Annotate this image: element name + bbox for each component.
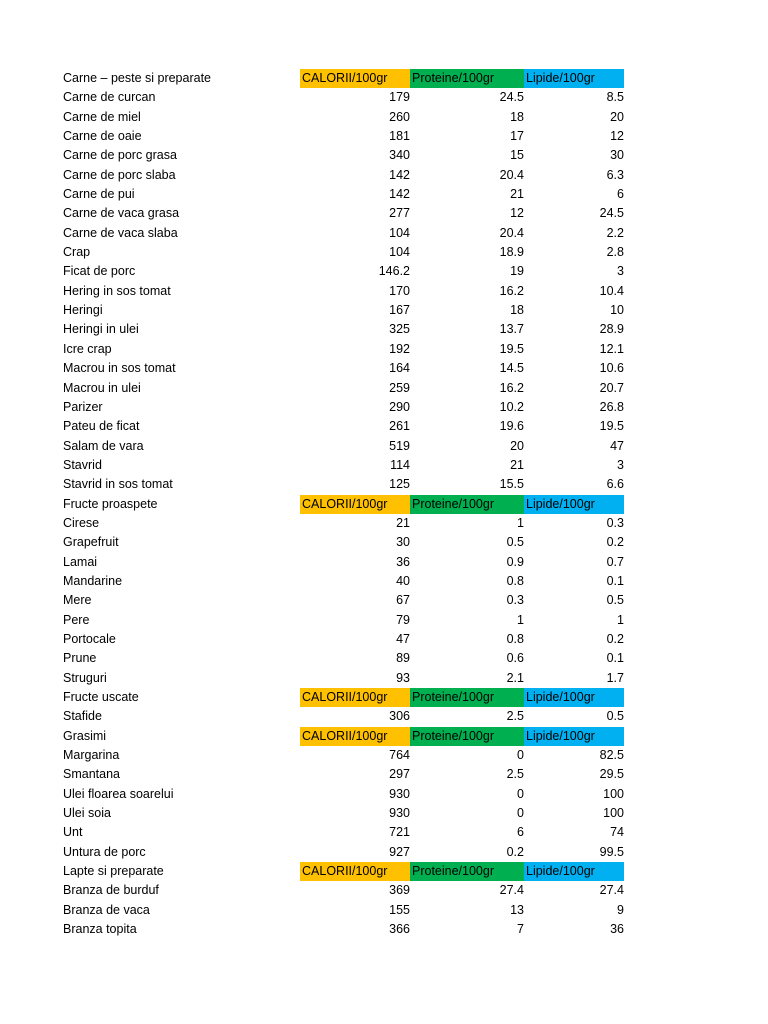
table-row xyxy=(63,591,624,610)
lipide-value: 30 xyxy=(610,148,624,163)
table-row xyxy=(63,398,624,417)
food-name: Carne de porc grasa xyxy=(63,148,177,163)
lipide-value: 28.9 xyxy=(599,322,624,337)
food-name: Cirese xyxy=(63,515,100,530)
food-name: Portocale xyxy=(63,631,116,646)
table-row xyxy=(63,379,624,398)
lipide-value: 12 xyxy=(610,129,624,144)
lipide-value: 99.5 xyxy=(599,844,624,859)
calorii-value: 21 xyxy=(396,515,410,530)
calorii-value: 142 xyxy=(389,187,410,202)
food-name: Stafide xyxy=(63,709,102,724)
lipide-value: 1 xyxy=(617,612,624,627)
lipide-value: 29.5 xyxy=(599,767,624,782)
calorii-value: 259 xyxy=(389,380,410,395)
calorii-value: 30 xyxy=(396,535,410,550)
proteine-value: 2.5 xyxy=(506,767,524,782)
calorii-value: 89 xyxy=(396,651,410,666)
lipide-value: 6.3 xyxy=(606,167,624,182)
proteine-header: Proteine/100gr xyxy=(410,495,524,514)
table-row xyxy=(63,765,624,784)
lipide-value: 27.4 xyxy=(599,883,624,898)
proteine-value: 0 xyxy=(517,806,524,821)
proteine-header: Proteine/100gr xyxy=(410,688,524,707)
nutrition-table xyxy=(63,69,624,939)
proteine-header: Proteine/100gr xyxy=(410,727,524,746)
proteine-value: 16.2 xyxy=(499,380,524,395)
calorii-value: 260 xyxy=(389,109,410,124)
calorii-value: 519 xyxy=(389,438,410,453)
food-name: Ulei floarea soarelui xyxy=(63,786,174,801)
lipide-value: 12.1 xyxy=(599,341,624,356)
lipide-value: 20.7 xyxy=(599,380,624,395)
section-title: Carne – peste si preparate xyxy=(63,71,212,85)
section-header-row xyxy=(63,688,624,707)
food-name: Smantana xyxy=(63,767,120,782)
calorii-value: 79 xyxy=(396,612,410,627)
table-row xyxy=(63,282,624,301)
calorii-value: 67 xyxy=(396,593,410,608)
food-name: Mere xyxy=(63,593,92,608)
table-row xyxy=(63,243,624,262)
lipide-value: 24.5 xyxy=(599,206,624,221)
proteine-value: 6 xyxy=(517,825,524,840)
calorii-value: 167 xyxy=(389,303,410,318)
table-row xyxy=(63,417,624,436)
food-name: Heringi xyxy=(63,303,103,318)
food-name: Salam de vara xyxy=(63,438,144,453)
calorii-value: 36 xyxy=(396,554,410,569)
lipide-value: 0.1 xyxy=(606,651,624,666)
proteine-value: 10.2 xyxy=(499,399,524,414)
table-row xyxy=(63,301,624,320)
food-name: Struguri xyxy=(63,670,107,685)
table-row xyxy=(63,224,624,243)
lipide-value: 0.2 xyxy=(606,535,624,550)
table-row xyxy=(63,204,624,223)
table-row xyxy=(63,533,624,552)
table-row xyxy=(63,746,624,765)
proteine-value: 18.9 xyxy=(499,245,524,260)
table-row xyxy=(63,843,624,862)
proteine-value: 19.6 xyxy=(499,419,524,434)
calorii-value: 192 xyxy=(389,341,410,356)
proteine-value: 19 xyxy=(510,264,524,279)
food-name: Unt xyxy=(63,825,83,840)
proteine-value: 2.1 xyxy=(506,670,524,685)
food-name: Pateu de ficat xyxy=(63,419,140,434)
proteine-value: 20 xyxy=(510,438,524,453)
table-row xyxy=(63,320,624,339)
calorii-value: 261 xyxy=(389,419,410,434)
calorii-value: 721 xyxy=(389,825,410,840)
table-row xyxy=(63,146,624,165)
proteine-value: 17 xyxy=(510,129,524,144)
proteine-value: 12 xyxy=(510,206,524,221)
section-header-row xyxy=(63,727,624,746)
proteine-value: 24.5 xyxy=(499,90,524,105)
food-name: Heringi in ulei xyxy=(63,322,139,337)
table-row xyxy=(63,572,624,591)
section-title: Fructe proaspete xyxy=(63,496,158,511)
food-name: Macrou in ulei xyxy=(63,380,141,395)
table-row xyxy=(63,707,624,726)
calorii-value: 93 xyxy=(396,670,410,685)
calorii-value: 927 xyxy=(389,844,410,859)
proteine-value: 0 xyxy=(517,786,524,801)
proteine-value: 7 xyxy=(517,922,524,937)
food-name: Carne de oaie xyxy=(63,129,142,144)
calorii-value: 930 xyxy=(389,786,410,801)
lipide-value: 1.7 xyxy=(606,670,624,685)
calorii-header: CALORII/100gr xyxy=(300,727,410,746)
calorii-value: 325 xyxy=(389,322,410,337)
food-name: Stavrid xyxy=(63,457,102,472)
lipide-value: 0.5 xyxy=(606,709,624,724)
proteine-value: 0.8 xyxy=(506,573,524,588)
table-row xyxy=(63,611,624,630)
lipide-value: 0.2 xyxy=(606,631,624,646)
food-name: Crap xyxy=(63,245,91,260)
proteine-value: 0 xyxy=(517,748,524,763)
table-row xyxy=(63,340,624,359)
lipide-value: 36 xyxy=(610,922,624,937)
section-title: Lapte si preparate xyxy=(63,864,164,879)
lipide-value: 74 xyxy=(610,825,624,840)
table-row xyxy=(63,649,624,668)
food-name: Branza de vaca xyxy=(63,902,150,917)
food-name: Prune xyxy=(63,651,97,666)
food-name: Branza topita xyxy=(63,922,137,937)
calorii-value: 290 xyxy=(389,399,410,414)
calorii-value: 142 xyxy=(389,167,410,182)
calorii-header: CALORII/100gr xyxy=(300,688,410,707)
lipide-header: Lipide/100gr xyxy=(524,688,624,707)
table-row xyxy=(63,785,624,804)
calorii-value: 40 xyxy=(396,573,410,588)
table-row xyxy=(63,166,624,185)
table-row xyxy=(63,108,624,127)
table-row xyxy=(63,475,624,494)
section-title: Grasimi xyxy=(63,728,107,743)
food-name: Carne de vaca grasa xyxy=(63,206,180,221)
lipide-value: 3 xyxy=(617,457,624,472)
proteine-value: 20.4 xyxy=(499,225,524,240)
proteine-value: 15.5 xyxy=(499,477,524,492)
proteine-value: 0.2 xyxy=(506,844,524,859)
table-row xyxy=(63,881,624,900)
proteine-value: 1 xyxy=(517,515,524,530)
table-row xyxy=(63,669,624,688)
proteine-value: 13.7 xyxy=(499,322,524,337)
food-name: Parizer xyxy=(63,399,103,414)
calorii-value: 114 xyxy=(390,457,410,472)
food-name: Pere xyxy=(63,612,90,627)
lipide-value: 10 xyxy=(610,303,624,318)
proteine-value: 18 xyxy=(510,303,524,318)
proteine-value: 20.4 xyxy=(499,167,524,182)
proteine-value: 0.3 xyxy=(506,593,524,608)
lipide-value: 0.1 xyxy=(606,573,624,588)
food-name: Mandarine xyxy=(63,573,123,588)
food-name: Lamai xyxy=(63,554,98,569)
calorii-value: 125 xyxy=(389,477,410,492)
lipide-value: 100 xyxy=(603,786,624,801)
proteine-header: Proteine/100gr xyxy=(410,862,524,881)
proteine-value: 27.4 xyxy=(499,883,524,898)
proteine-value: 15 xyxy=(510,148,524,163)
food-name: Stavrid in sos tomat xyxy=(63,477,173,492)
food-name: Hering in sos tomat xyxy=(63,283,171,298)
food-name: Carne de pui xyxy=(63,187,135,202)
lipide-value: 100 xyxy=(603,806,624,821)
table-row xyxy=(63,262,624,281)
calorii-value: 179 xyxy=(389,90,410,105)
calorii-value: 930 xyxy=(389,806,410,821)
proteine-value: 18 xyxy=(510,109,524,124)
proteine-value: 0.8 xyxy=(506,631,524,646)
table-row xyxy=(63,359,624,378)
calorii-value: 155 xyxy=(389,902,410,917)
calorii-value: 277 xyxy=(389,206,410,221)
calorii-value: 164 xyxy=(389,361,410,376)
section-header-row xyxy=(63,495,624,514)
calorii-value: 104 xyxy=(389,225,410,240)
food-name: Untura de porc xyxy=(63,844,146,859)
table-row xyxy=(63,804,624,823)
lipide-value: 6.6 xyxy=(606,477,624,492)
proteine-value: 13 xyxy=(510,902,524,917)
food-name: Carne de porc slaba xyxy=(63,167,176,182)
section-header-row xyxy=(63,69,624,88)
lipide-value: 82.5 xyxy=(599,748,624,763)
food-name: Grapefruit xyxy=(63,535,119,550)
lipide-value: 0.3 xyxy=(606,515,624,530)
calorii-value: 369 xyxy=(389,883,410,898)
calorii-header: CALORII/100gr xyxy=(300,495,410,514)
food-name: Margarina xyxy=(63,748,120,763)
table-row xyxy=(63,901,624,920)
calorii-header: CALORII/100gr xyxy=(300,862,410,881)
proteine-value: 0.9 xyxy=(506,554,524,569)
lipide-value: 6 xyxy=(617,187,624,202)
section-header-row xyxy=(63,862,624,881)
section-title: Fructe uscate xyxy=(63,690,139,704)
lipide-value: 10.4 xyxy=(599,283,624,298)
table-row xyxy=(63,456,624,475)
lipide-header: Lipide/100gr xyxy=(524,69,624,88)
proteine-header: Proteine/100gr xyxy=(410,69,524,88)
lipide-value: 0.7 xyxy=(606,554,624,569)
lipide-header: Lipide/100gr xyxy=(524,862,624,881)
lipide-value: 0.5 xyxy=(606,593,624,608)
table-row xyxy=(63,127,624,146)
lipide-value: 8.5 xyxy=(606,90,624,105)
table-row xyxy=(63,185,624,204)
table-row xyxy=(63,88,624,107)
proteine-value: 14.5 xyxy=(499,361,524,376)
food-name: Carne de miel xyxy=(63,109,141,124)
calorii-value: 170 xyxy=(389,283,410,298)
calorii-value: 104 xyxy=(389,245,410,260)
table-row xyxy=(63,514,624,533)
calorii-value: 47 xyxy=(396,631,410,646)
food-name: Branza de burduf xyxy=(63,883,159,898)
proteine-value: 0.5 xyxy=(506,535,524,550)
calorii-value: 764 xyxy=(389,748,410,763)
lipide-value: 19.5 xyxy=(599,419,624,434)
calorii-value: 146.2 xyxy=(378,264,410,279)
table-row xyxy=(63,630,624,649)
proteine-value: 21 xyxy=(510,187,524,202)
food-name: Icre crap xyxy=(63,341,112,356)
table-row xyxy=(63,823,624,842)
table-row xyxy=(63,437,624,456)
food-name: Carne de vaca slaba xyxy=(63,225,178,240)
food-name: Ficat de porc xyxy=(63,264,136,279)
lipide-header: Lipide/100gr xyxy=(524,495,624,514)
proteine-value: 1 xyxy=(517,612,524,627)
lipide-value: 10.6 xyxy=(599,361,624,376)
food-name: Macrou in sos tomat xyxy=(63,361,176,376)
calorii-value: 297 xyxy=(389,767,410,782)
table-row xyxy=(63,553,624,572)
lipide-value: 47 xyxy=(610,438,624,453)
lipide-value: 20 xyxy=(610,109,624,124)
proteine-value: 0.6 xyxy=(506,651,524,666)
proteine-value: 16.2 xyxy=(499,283,524,298)
lipide-header: Lipide/100gr xyxy=(524,727,624,746)
proteine-value: 2.5 xyxy=(506,709,524,724)
calorii-value: 340 xyxy=(389,148,410,163)
proteine-value: 19.5 xyxy=(499,341,524,356)
calorii-value: 181 xyxy=(389,129,410,144)
lipide-value: 9 xyxy=(617,902,624,917)
table-row xyxy=(63,920,624,939)
calorii-header: CALORII/100gr xyxy=(300,69,410,88)
calorii-value: 306 xyxy=(389,709,410,724)
lipide-value: 2.8 xyxy=(606,245,624,260)
calorii-value: 366 xyxy=(389,922,410,937)
proteine-value: 21 xyxy=(510,457,524,472)
lipide-value: 26.8 xyxy=(599,399,624,414)
food-name: Carne de curcan xyxy=(63,90,156,105)
lipide-value: 3 xyxy=(617,264,624,279)
food-name: Ulei soia xyxy=(63,806,111,821)
lipide-value: 2.2 xyxy=(606,225,624,240)
